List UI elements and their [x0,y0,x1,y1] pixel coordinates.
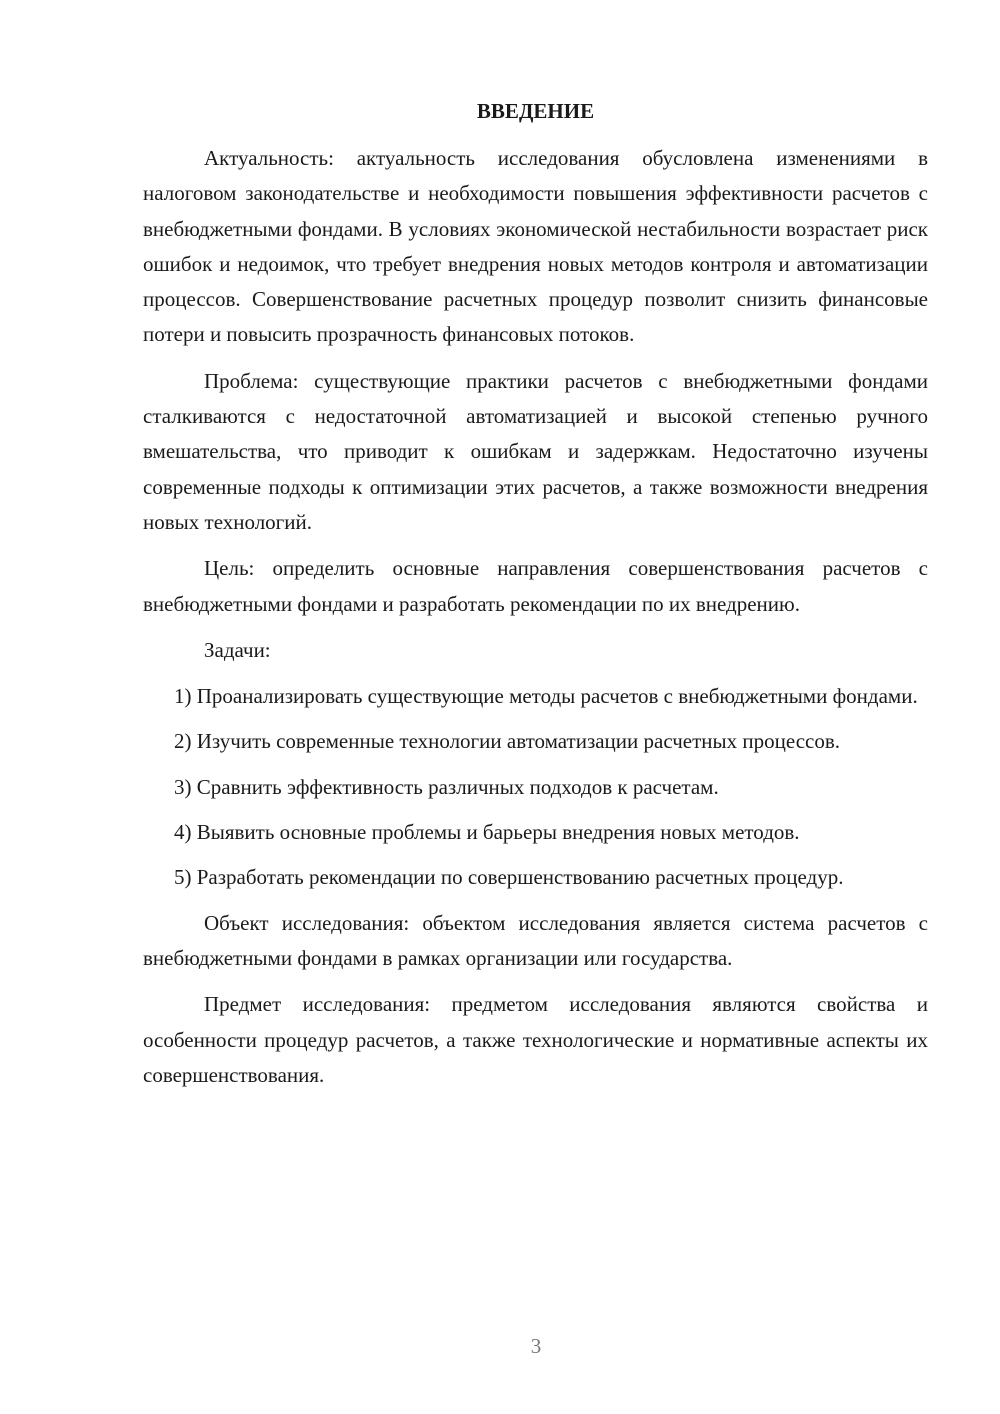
task-item: 4) Выявить основные проблемы и барьеры внедрения новых методов. [174,820,800,845]
task-item: 2) Изучить современные технологии автоматизации расчетных процессов. [174,729,841,754]
subject-paragraph: Предмет исследования: предметом исследования являются свойства и особенности процедур расчетов, а также технологические и нормативные аспекты их совершенствования. [143,992,928,1087]
document-page [143,96,928,1104]
problem-paragraph: Проблема: существующие практики расчетов с внебюджетными фондами сталкиваются с недостаточной автоматизацией и высокой степенью ручного вмешательства, что приводит к ошибкам и задержкам. Недостаточно изучены современные подходы к оптимизации этих расчетов, а также возможности внедрения новых технологий. [143,368,928,534]
object-paragraph: Объект исследования: объектом исследования является система расчетов с внебюджетными фондами в рамках организации или государства. [143,910,928,970]
task-item: 5) Разработать рекомендации по совершенствованию расчетных процедур. [174,865,844,890]
section-title: ВВЕДЕНИЕ [476,99,595,123]
relevance-paragraph: Актуальность: актуальность исследования обусловлена изменениями в налоговом законодательстве и необходимости повышения эффективности расчетов с внебюджетными фондами. В условиях экономической нестабильности возрастает риск ошибок и недоимок, что требует внедрения новых методов контроля и автоматизации процессов. Совершенствование расчетных процедур позволит снизить финансовые потери и повысить прозрачность финансовых потоков. [143,146,928,347]
goal-paragraph: Цель: определить основные направления совершенствования расчетов с внебюджетными фондами и разработать рекомендации по их внедрению. [143,556,928,616]
task-item: 3) Сравнить эффективность различных подходов к расчетам. [174,774,719,799]
tasks-heading: Задачи: [204,637,271,662]
task-item: 1) Проанализировать существующие методы расчетов с внебюджетными фондами. [174,684,918,709]
page-number: 3 [530,1334,542,1358]
